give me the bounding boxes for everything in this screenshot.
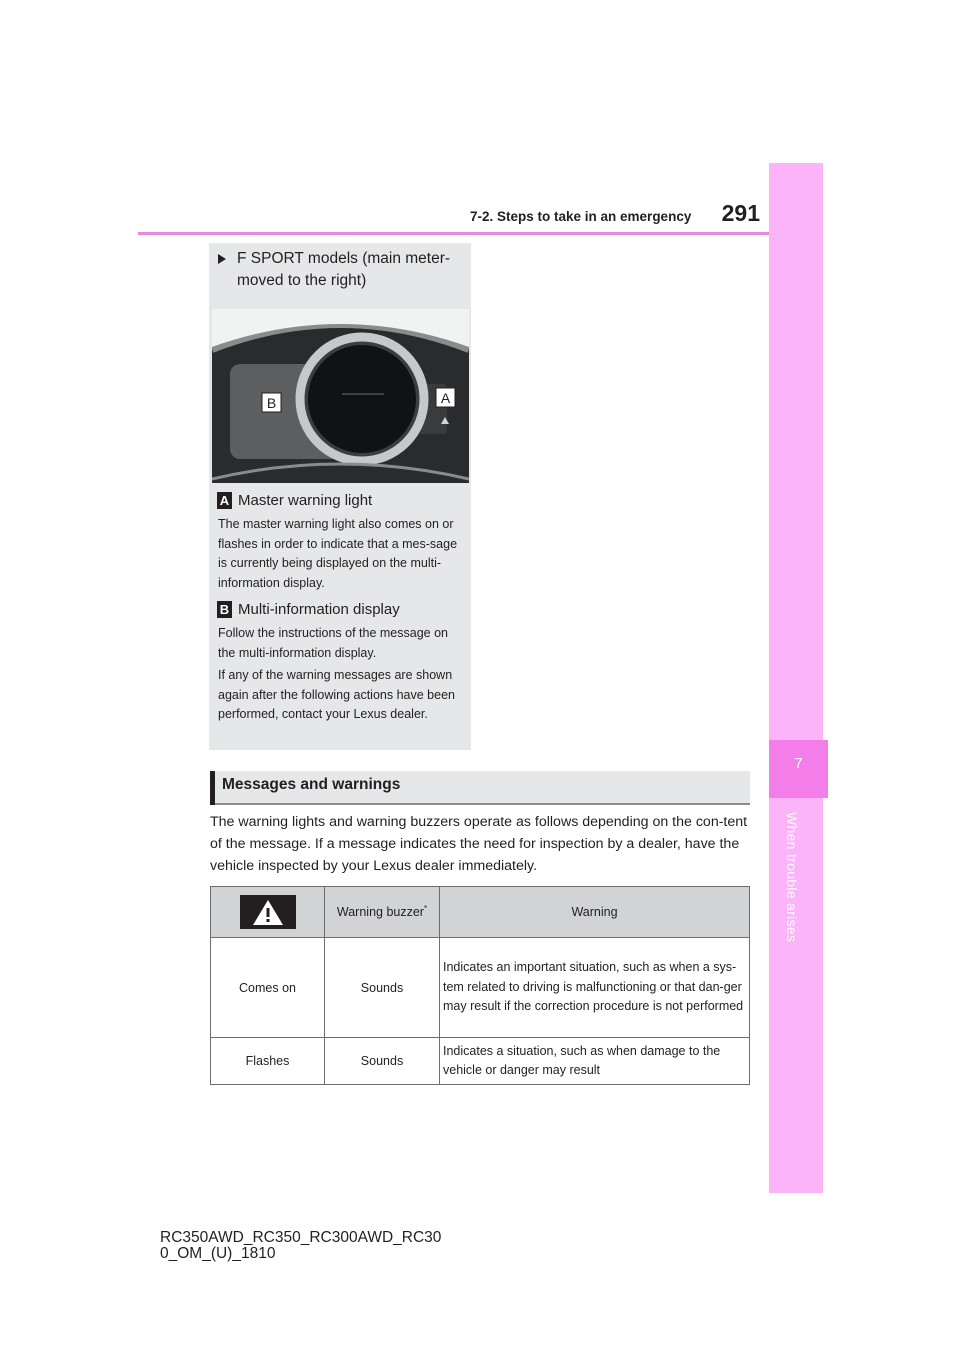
meter-label-a: A <box>440 390 451 406</box>
instrument-cluster-illustration <box>212 309 469 483</box>
header-buzzer-label: Warning buzzer <box>336 905 424 920</box>
warning-table <box>210 886 750 1085</box>
table-header-row <box>211 887 750 938</box>
item-a-body: The master warning light also comes on or flashes in order to indicate that a mes-sage is currently being displayed on the multi-information display. <box>218 517 458 590</box>
row2-warning: Indicates a situation, such as when damage to the vehicle or danger may result <box>440 1038 750 1085</box>
section-title: 7-2. Steps to take in an emergency <box>470 209 692 224</box>
header-warning-light <box>211 887 325 938</box>
item-a-heading-text: Master warning light <box>238 492 373 509</box>
item-b-body-2: If any of the warning messages are shown again after the following actions have been performed, contact your Lexus dealer. <box>218 668 455 721</box>
chapter-number: 7 <box>794 755 803 772</box>
row2-light: Flashes <box>211 1038 325 1085</box>
row1-warning: Indicates an important situation, such as when a sys-tem related to driving is malfunctioning or that dan-ger may result if the correction procedure is not performed <box>440 938 750 1038</box>
header-warning-buzzer <box>325 887 440 938</box>
item-a-heading <box>217 491 372 511</box>
section-heading-accent <box>210 771 215 805</box>
item-b-heading-text: Multi-information display <box>238 601 400 618</box>
table-row <box>211 1038 750 1085</box>
document-code-line2: 0_OM_(U)_1810 <box>160 1245 276 1262</box>
warning-triangle-icon <box>240 895 296 929</box>
section-paragraph: The warning lights and warning buzzers operate as follows depending on the con-tent of the message. If a message indicates the need for inspection by a dealer, have the vehicle inspected by your Lexus dealer immediately. <box>210 814 748 874</box>
info-box-title-line2: moved to the right) <box>237 272 367 289</box>
info-box-title <box>218 248 458 292</box>
chapter-title: When trouble arises <box>784 812 800 943</box>
item-b-body-1: Follow the instructions of the message on the multi-information display. <box>218 626 448 660</box>
cluster-drawing <box>212 309 469 483</box>
meter-label-b: B <box>266 395 277 411</box>
item-a-label: A <box>217 492 232 509</box>
bullet-arrow-icon <box>218 254 226 264</box>
page-number: 291 <box>721 200 760 226</box>
document-code-line1: RC350AWD_RC350_RC300AWD_RC30 <box>160 1229 442 1246</box>
row1-buzzer: Sounds <box>325 938 440 1038</box>
header-rule <box>138 232 770 235</box>
row2-buzzer: Sounds <box>325 1038 440 1085</box>
header-buzzer-note: * <box>423 904 428 914</box>
document-code <box>160 1230 441 1262</box>
item-b-label: B <box>217 601 232 618</box>
row1-light: Comes on <box>211 938 325 1038</box>
item-b-heading <box>217 600 400 620</box>
header-warning: Warning <box>440 887 750 938</box>
info-box-title-line1: F SPORT models (main meter- <box>237 250 451 267</box>
chapter-tab-bar <box>769 163 823 1193</box>
table-row <box>211 938 750 1038</box>
section-heading: Messages and warnings <box>222 776 401 793</box>
